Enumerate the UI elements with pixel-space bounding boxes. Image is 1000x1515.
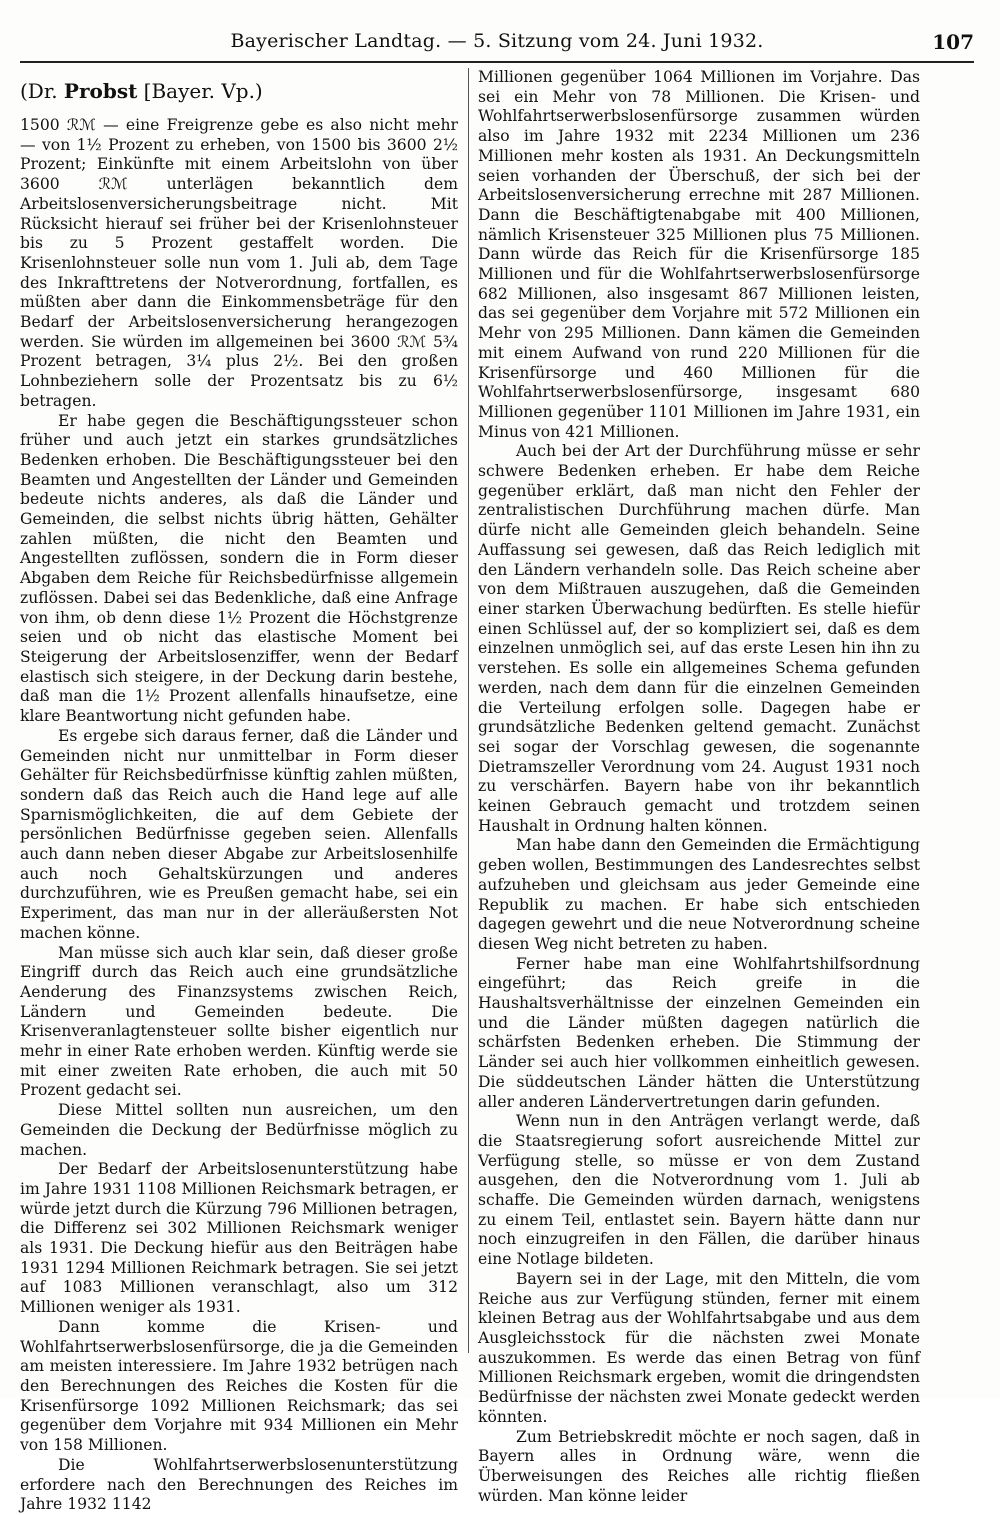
paragraph: Wenn nun in den Anträgen verlangt werde, daß die Staatsregierung sofort ausreichende Mittel zur Verfügung stelle, so müsse er von dem Zustand ausgehen, den die Notverordnung vom 1. Juli ab schaffe. Die Gemeinden würden darnach, wenigstens zu einem Teil, entlastet sein. Bayern hätte dann nur noch einzugreifen in den Fällen, die darüber hinaus eine Notlage bildeten.: [478, 1112, 920, 1269]
paragraph: Dann komme die Krisen- und Wohlfahrtserwerbslosenfürsorge, die ja die Gemeinden am meisten interessiere. Im Jahre 1932 betrügen nach den Berechnungen des Reiches die Kosten für die Krisenfürsorge 1092 Millionen Reichsmark; das sei gegenüber dem Vorjahre mit 934 Millionen ein Mehr von 158 Millionen.: [20, 1317, 458, 1455]
paragraph: Diese Mittel sollten nun ausreichen, um den Gemeinden die Deckung der Bedürfnisse möglich zu machen.: [20, 1101, 458, 1159]
column-divider: [468, 68, 469, 1353]
paragraph: Ferner habe man eine Wohlfahrtshilfsordnung eingeführt; das Reich greife in die Haushaltsverhältnisse der einzelnen Gemeinden ein und die Länder müßten dagegen natürlich die schärfsten Bedenken erheben. Die Stimmung der Länder sei auch hier vollkommen einheitlich gewesen. Die süddeutschen Länder hätten die Unterstützung aller anderen Ländervertretungen darin gefunden.: [478, 954, 920, 1111]
page-header: [20, 26, 974, 56]
paragraph: Die Wohlfahrtserwerbslosenunterstützung erfordere nach den Berechnungen des Reiches im Jahre 1932 1142: [20, 1455, 458, 1514]
right-column: [478, 68, 920, 1506]
paragraph: Millionen gegenüber 1064 Millionen im Vorjahre. Das sei ein Mehr von 78 Millionen. Die Krisen- und Wohlfahrtserwerbslosenfürsorge zusammen würden also im Jahre 1932 mit 2234 Millionen um 236 Millionen mehr kosten als 1931. An Deckungsmitteln seien vorhanden der Überschuß, der sich bei der Arbeitslosenversicherung errechne mit 287 Millionen. Dann die Beschäftigtenabgabe mit 400 Millionen, nämlich Krisensteuer 325 Millionen plus 75 Millionen. Dann würde das Reich für die Krisenfürsorge 185 Millionen und für die Wohlfahrtserwerbslosenfürsorge 682 Millionen, also insgesamt 867 Millionen leisten, das sei gegenüber dem Vorjahre mit 572 Millionen ein Mehr von 295 Millionen. Dann kämen die Gemeinden mit einem Aufwand von rund 220 Millionen für die Krisenfürsorge und 460 Millionen für die Wohlfahrtserwerbslosenfürsorge, insgesamt 680 Millionen gegenüber 1101 Millionen im Jahre 1931, ein Minus von 421 Millionen.: [478, 68, 920, 441]
paragraph: Auch bei der Art der Durchführung müsse er sehr schwere Bedenken erheben. Er habe dem Reiche gegenüber erklärt, daß man nicht den Fehler der zentralistischen Durchführung machen dürfe. Man dürfe nicht alle Gemeinden gleich behandeln. Seine Auffassung sei gewesen, daß das Reich lediglich mit den Ländern verhandeln solle. Das Reich scheine aber von dem Mißtrauen auszugehen, daß die Gemeinden einer starken Überwachung bedürften. Es stelle hiefür einen Schlüssel auf, der so kompliziert sei, daß es dem einzelnen unmöglich sei, auf das erste Lesen hin ihn zu verstehen. Es solle ein allgemeines Schema gefunden werden, nach dem dann für die einzelnen Gemeinden die Verteilung erfolgen solle. Dagegen habe er grundsätzliche Bedenken geltend gemacht. Zunächst sei sogar der Vorschlag gewesen, die sogenannte Dietramszeller Verordnung vom 24. August 1931 noch zu verschärfen. Bayern habe von ihr bekanntlich keinen Gebrauch gemacht und trotzdem seinen Haushalt in Ordnung halten können.: [478, 442, 920, 835]
paragraph: Man müsse sich auch klar sein, daß dieser große Eingriff durch das Reich auch eine grundsätzliche Aenderung des Finanzsystems zwischen Reich, Ländern und Gemeinden bedeute. Die Krisenveranlagtensteuer sollte bisher eigentlich nur mehr in einer Rate erhoben werden. Künftig werde sie mit einer zweiten Rate erhoben, die auch mit 50 Prozent gedacht sei.: [20, 943, 458, 1100]
paragraph: Zum Betriebskredit möchte er noch sagen, daß in Bayern alles in Ordnung wäre, wenn die Überweisungen des Reiches alle richtig fließen würden. Man könne leider: [478, 1427, 920, 1505]
speaker-name: Probst: [63, 79, 138, 103]
paragraph: Es ergebe sich daraus ferner, daß die Länder und Gemeinden nicht nur unmittelbar in Form dieser Gehälter für Reichsbedürfnisse künftig zahlen müßten, sondern daß das Reich auch die Hand lege auf alle Sparnismöglichkeiten, die auf dem Gebiete der persönlichen Bedürfnisse gegeben seien. Allenfalls auch dann neben dieser Abgabe zur Arbeitslosenhilfe auch noch Gehaltskürzungen und anderes durchzuführen, wie es Preußen gemacht habe, sei ein Experiment, das man nur in der alleräußersten Not machen könne.: [20, 726, 458, 942]
paragraph: 1500 ℛℳ — eine Freigrenze gebe es also nicht mehr — von 1½ Prozent zu erheben, von 1500 bis 3600 2½ Prozent; Einkünfte mit einem Arbeitslohn von über 3600 ℛℳ unterlägen bekanntlich dem Arbeitslosenversicherungsbeitrage nicht. Mit Rücksicht hierauf sei früher bei der Krisenlohnsteuer bis zu 5 Prozent gestaffelt worden. Die Krisenlohnsteuer solle nun vom 1. Juli ab, dem Tage des Inkrafttretens der Notverordnung, fortfallen, es müßten aber dann die Einkommensbeträge für den Bedarf der Arbeitslosenversicherung herangezogen werden. Sie würden im allgemeinen bei 3600 ℛℳ 5¾ Prozent betragen, 3¼ plus 2½. Bei den großen Lohnbeziehern solle der Prozentsatz bis zu 6½ betragen.: [20, 116, 458, 410]
speaker-prefix: (Dr.: [20, 79, 64, 103]
paragraph: Er habe gegen die Beschäftigungssteuer schon früher und auch jetzt ein starkes grundsätzliches Bedenken erhoben. Die Beschäftigungssteuer bei den Beamten und Angestellten der Länder und Gemeinden bedeute nichts anderes, als daß die Länder und Gemeinden, die selbst nichts übrig hätten, Gehälter zahlen müßten, die nicht den Beamten und Angestellten zuflössen, sondern die in Form dieser Abgaben dem Reiche für Reichsbedürfnisse allgemein zuflössen. Dabei sei das Bedenkliche, daß eine Anfrage von ihm, ob denn diese 1½ Prozent die Höchstgrenze seien und ob nicht das elastische Moment bei Steigerung der Arbeitslosenziffer, wenn der Bedarf elastisch sich steigere, in der Deckung darin bestehe, daß man die 1½ Prozent allenfalls hinaufsetze, eine klare Beantwortung nicht gefunden habe.: [20, 411, 458, 726]
speaker-party: [Bayer. Vp.): [137, 79, 263, 103]
header-rule: [20, 61, 974, 63]
page-number: 107: [932, 30, 974, 54]
speaker-heading: [20, 76, 458, 106]
paragraph: Man habe dann den Gemeinden die Ermächtigung geben wollen, Bestimmungen des Landesrechtes selbst aufzuheben und gleichsam aus jeder Gemeinde eine Republik zu machen. Er habe sich entschieden dagegen gewehrt und die neue Notverordnung scheine diesen Weg nicht betreten zu haben.: [478, 836, 920, 953]
running-title: Bayerischer Landtag. — 5. Sitzung vom 24. Juni 1932.: [230, 30, 764, 52]
paragraph: Der Bedarf der Arbeitslosenunterstützung habe im Jahre 1931 1108 Millionen Reichsmark betragen, er würde jetzt durch die Kürzung 796 Millionen betragen, die Differenz sei 302 Millionen Reichsmark weniger als 1931. Die Deckung hiefür aus den Beiträgen habe 1931 1294 Millionen Reichmark betragen. Sie sei jetzt auf 1083 Millionen veranschlagt, also um 312 Millionen weniger als 1931.: [20, 1160, 458, 1317]
paragraph: Bayern sei in der Lage, mit den Mitteln, die vom Reiche aus zur Verfügung stünden, ferner mit einem kleinen Betrag aus der Wohlfahrtsabgabe und aus dem Ausgleichsstock für die nächsten zwei Monate auszukommen. Es werde das einen Betrag von fünf Millionen Reichsmark ergeben, womit die dringendsten Bedürfnisse der nächsten zwei Monate gedeckt werden könnten.: [478, 1269, 920, 1426]
left-column: [20, 68, 458, 1515]
